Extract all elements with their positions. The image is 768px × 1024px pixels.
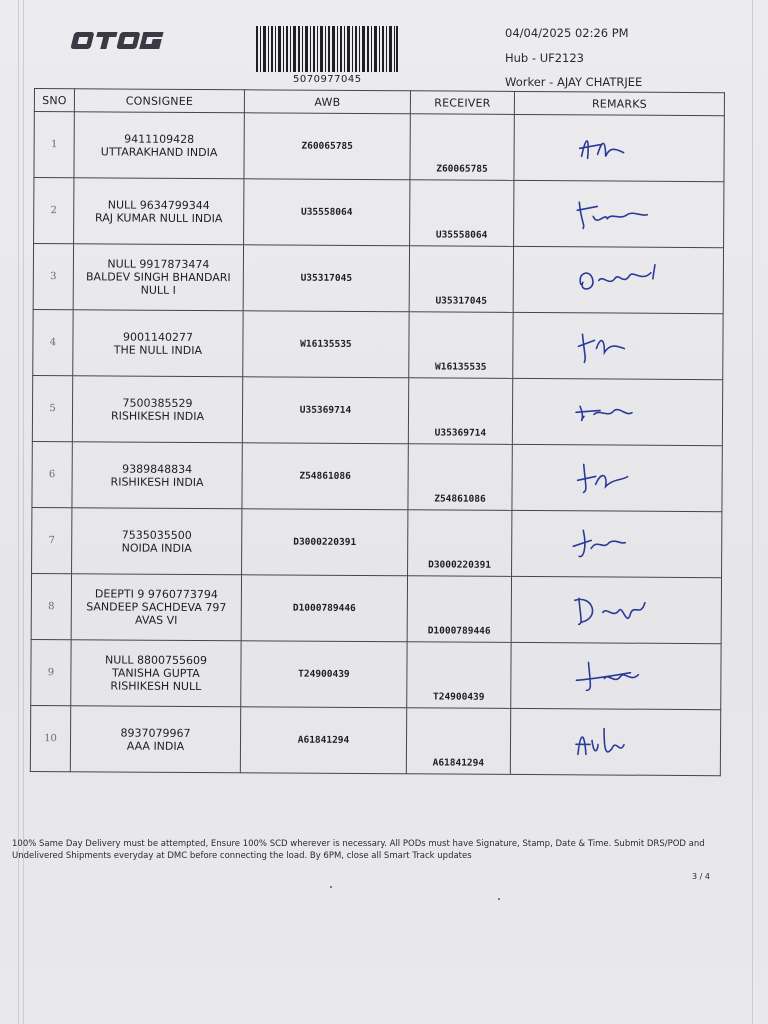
scan-edge-line [23, 0, 24, 1024]
table-row [32, 375, 722, 445]
row-remarks [513, 246, 723, 313]
consignee-line: AAA INDIA [126, 739, 185, 753]
row-sno: 3 [33, 244, 73, 310]
column-header-awb: AWB [244, 90, 410, 114]
signature-stroke [579, 140, 623, 158]
row-remarks [514, 180, 724, 247]
awb-barcode [256, 26, 398, 72]
row-consignee [73, 244, 243, 311]
consignee-line: AVAS VI [134, 613, 178, 627]
table-row [31, 573, 721, 643]
row-receiver [407, 642, 511, 709]
consignee-line: NOIDA INDIA [121, 541, 192, 555]
row-receiver [408, 510, 512, 577]
row-awb: U35558064 [244, 179, 410, 246]
company-logo [66, 26, 170, 56]
signature-stroke [577, 202, 647, 228]
row-remarks [511, 576, 721, 643]
receiver-awb: T24900439 [433, 691, 485, 703]
row-sno: 1 [34, 112, 74, 178]
row-receiver [409, 312, 513, 379]
row-receiver [410, 114, 514, 181]
row-receiver [410, 180, 514, 247]
table-row [32, 507, 722, 577]
receiver-awb: U35558064 [435, 229, 488, 241]
row-sno: 5 [32, 375, 72, 441]
signature-stroke [575, 728, 623, 754]
receiver-awb: U35317045 [435, 295, 487, 307]
row-sno: 10 [30, 705, 70, 771]
receiver-signature [571, 126, 667, 171]
receiver-awb: D1000789446 [427, 625, 491, 637]
signature-stroke [574, 598, 644, 624]
receiver-signature [568, 588, 664, 633]
row-consignee [74, 178, 244, 245]
row-consignee [72, 508, 242, 575]
receiver-awb: Z54861086 [434, 493, 486, 505]
row-receiver [406, 708, 510, 775]
consignee-line: RAJ KUMAR NULL INDIA [94, 210, 223, 225]
row-receiver [407, 576, 511, 643]
row-awb: D1000789446 [241, 575, 407, 642]
row-sno: 7 [32, 507, 72, 573]
row-remarks [512, 444, 722, 511]
scan-edge-line [18, 0, 19, 1024]
receiver-awb: D3000220391 [428, 559, 492, 571]
consignee-line: DEEPTI 9 9760773794 [94, 587, 218, 602]
consignee-line: NULL 9634799344 [107, 197, 210, 212]
hub-label: Hub - UF2123 [505, 51, 584, 65]
signature-stroke [573, 530, 625, 557]
receiver-signature [570, 324, 666, 369]
column-header-consignee: CONSIGNEE [74, 89, 244, 113]
row-awb: D3000220391 [242, 509, 408, 576]
row-receiver [408, 378, 512, 445]
consignee-line: 8937079967 [120, 726, 191, 740]
receiver-signature [571, 192, 667, 237]
table-row [31, 639, 721, 709]
consignee-line: RISHIKESH INDIA [110, 474, 204, 489]
row-remarks [513, 312, 723, 379]
receiver-awb: W16135535 [435, 361, 487, 373]
row-sno: 8 [31, 573, 71, 639]
receiver-signature [570, 258, 666, 303]
table-row [34, 178, 724, 248]
receiver-signature [569, 522, 665, 567]
receiver-signature [569, 390, 665, 435]
worker-label: Worker - AJAY CHATRJEE [505, 75, 643, 89]
row-awb: T24900439 [241, 641, 407, 708]
row-sno: 4 [33, 309, 73, 375]
receiver-awb: Z60065785 [436, 163, 488, 175]
page-number: 3 / 4 [692, 872, 710, 881]
signature-stroke [577, 464, 627, 492]
row-consignee [72, 442, 242, 509]
receiver-signature [569, 456, 665, 501]
row-consignee [70, 706, 240, 773]
receiver-signature [567, 720, 663, 765]
consignee-line: THE NULL INDIA [113, 342, 203, 357]
signature-stroke [578, 334, 624, 362]
row-consignee [74, 112, 244, 179]
consignee-line: 7535035500 [121, 528, 192, 542]
consignee-line: 9411109428 [124, 132, 195, 146]
table-row [30, 705, 720, 775]
consignee-line: 7500385529 [122, 396, 193, 410]
receiver-signature [568, 654, 664, 699]
consignee-line: SANDEEP SACHDEVA 797 [86, 600, 227, 615]
row-awb: Z60065785 [244, 113, 410, 180]
row-awb: W16135535 [243, 311, 409, 378]
scan-edge-line [752, 0, 753, 1024]
scan-speck [498, 898, 500, 900]
column-header-remarks: REMARKS [514, 91, 724, 115]
consignee-line: BALDEV SINGH BHANDARI [85, 270, 231, 285]
consignee-line: NULL 8800755609 [104, 653, 208, 668]
consignee-line: 9389848834 [122, 462, 193, 476]
row-receiver [408, 444, 512, 511]
consignee-line: RISHIKESH NULL [110, 679, 202, 694]
consignee-line: UTTARAKHAND INDIA [100, 144, 218, 159]
table-row [32, 441, 722, 511]
row-sno: 9 [31, 639, 71, 705]
signature-stroke [576, 662, 638, 690]
row-remarks [512, 510, 722, 577]
row-remarks [514, 114, 724, 181]
consignee-line: NULL 9917873474 [107, 257, 210, 272]
delivery-manifest-table [30, 88, 725, 776]
row-consignee [71, 640, 241, 707]
row-consignee [72, 376, 242, 443]
row-sno: 6 [32, 441, 72, 507]
receiver-awb: A61841294 [432, 757, 485, 769]
consignee-line: NULL I [140, 283, 176, 297]
row-remarks [512, 378, 722, 445]
column-header-sno: SNO [34, 89, 74, 112]
consignee-line: RISHIKESH INDIA [110, 408, 205, 423]
row-awb: A61841294 [240, 707, 406, 774]
receiver-awb: U35369714 [434, 427, 487, 439]
delivery-instructions-note: 100% Same Day Delivery must be attempted, Ensure 100% SCD wherever is necessary. All PODs must have Signature, Stamp, Date & Time. Submit DRS/POD and Undelivered Shipments everyday at DMC before connecting the load. By 6PM, close all Smart Track updates [12, 839, 705, 861]
row-receiver [409, 246, 513, 313]
row-awb: U35369714 [242, 377, 408, 444]
row-remarks [510, 708, 720, 775]
print-datetime: 04/04/2025 02:26 PM [505, 26, 629, 40]
signature-stroke [580, 264, 655, 289]
scan-speck [330, 886, 332, 888]
table-row [34, 112, 724, 182]
column-header-receiver: RECEIVER [410, 91, 514, 115]
row-consignee [71, 574, 241, 641]
row-awb: U35317045 [243, 245, 409, 312]
row-remarks [511, 642, 721, 709]
row-consignee [73, 310, 243, 377]
consignee-line: TANISHA GUPTA [112, 666, 200, 681]
consignee-line: 9001140277 [122, 330, 194, 344]
row-sno: 2 [34, 178, 74, 244]
signature-stroke [575, 406, 631, 420]
table-row [33, 309, 723, 379]
barcode-number: 5070977045 [293, 74, 362, 85]
table-row [33, 244, 723, 314]
row-awb: Z54861086 [242, 443, 408, 510]
